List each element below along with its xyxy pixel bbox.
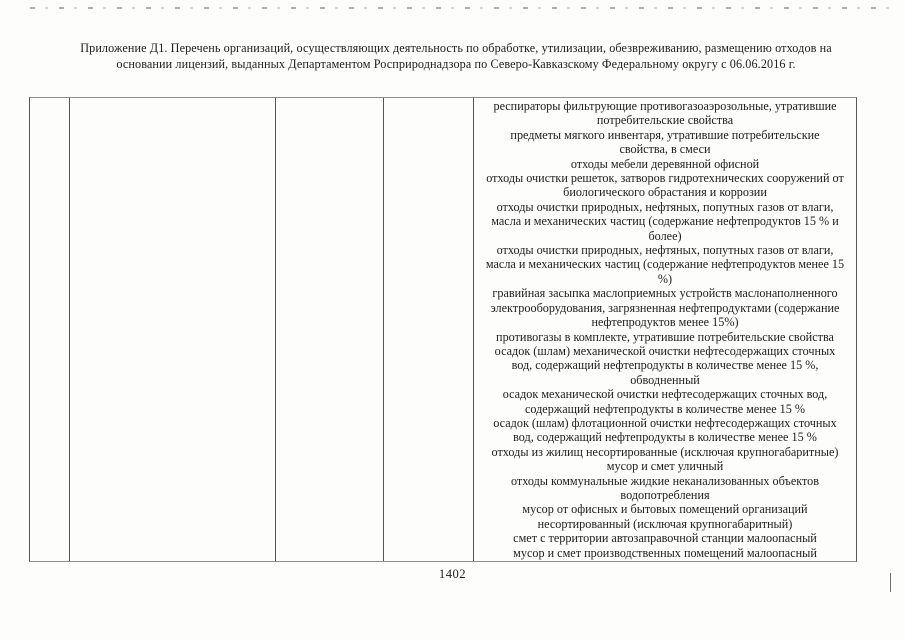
list-item: отходы коммунальные жидкие неканализованных объектов водопотребления bbox=[510, 473, 820, 502]
table-empty-cell-4 bbox=[384, 98, 474, 561]
table-empty-cell-2 bbox=[70, 98, 276, 561]
list-item: респираторы фильтрующие противогазоаэрозольные, утратившие потребительские свойства bbox=[493, 99, 837, 128]
licenses-table bbox=[29, 97, 857, 562]
list-item: мусор от офисных и бытовых помещений организаций несортированный (исключая крупногабаритный) bbox=[522, 502, 808, 531]
list-item: осадок (шлам) флотационной очистки нефтесодержащих сточных вод, содержащий нефтепродукты в количестве менее 15 % bbox=[493, 415, 837, 445]
list-item: противогазы в комплекте, утратившие потребительские свойства bbox=[496, 329, 834, 344]
scan-artifact-vertical-stroke bbox=[890, 573, 891, 592]
list-item: осадок (шлам) механической очистки нефтесодержащих сточных вод, содержащий нефтепродукты в количестве менее 15 %, обводненный bbox=[494, 343, 836, 387]
waste-types-list-cell bbox=[474, 98, 856, 561]
list-item: отходы очистки природных, нефтяных, попутных газов от влаги, масла и механических частиц (содержание нефтепродуктов менее 15 %) bbox=[485, 243, 845, 286]
list-item: гравийная засыпка маслоприемных устройств маслонаполненного электрооборудования, загрязненная нефтепродуктами (содержание нефтепродуктов менее 15%) bbox=[490, 286, 840, 330]
table-empty-cell-1 bbox=[30, 98, 70, 561]
document-title-line-1: Приложение Д1. Перечень организаций, осуществляющих деятельность по обработке, утилизации, обезвреживанию, размещению отходов на bbox=[80, 41, 832, 55]
list-item: мусор и смет уличный bbox=[606, 459, 724, 474]
document-title-line-2: основании лицензий, выданных Департаментом Росприроднадзора по Северо-Кавказскому Федеральному округу с 06.06.2016 г. bbox=[116, 56, 796, 71]
list-item: предметы мягкого инвентаря, утратившие потребительские свойства, в смеси bbox=[510, 127, 820, 157]
list-item: отходы мебели деревянной офисной bbox=[570, 156, 760, 171]
scan-artifact-dashed-line bbox=[30, 7, 897, 9]
list-item: отходы очистки решеток, затворов гидротехнических сооружений от биологического обрастания и коррозии bbox=[486, 171, 844, 200]
list-item: отходы из жилищ несортированные (исключая крупногабаритные) bbox=[491, 444, 839, 459]
list-item: смет с территории автозаправочной станции малоопасный bbox=[513, 531, 817, 546]
list-item: мусор и смет производственных помещений малоопасный bbox=[513, 545, 817, 560]
document-title bbox=[70, 41, 842, 72]
page-number: 1402 bbox=[438, 567, 467, 581]
table-empty-cell-3 bbox=[276, 98, 384, 561]
list-item: осадок механической очистки нефтесодержащих сточных вод, содержащий нефтепродукты в количестве менее 15 % bbox=[502, 387, 828, 416]
list-item: отходы очистки природных, нефтяных, попутных газов от влаги, масла и механических частиц (содержание нефтепродуктов 15 % и более) bbox=[491, 199, 839, 243]
